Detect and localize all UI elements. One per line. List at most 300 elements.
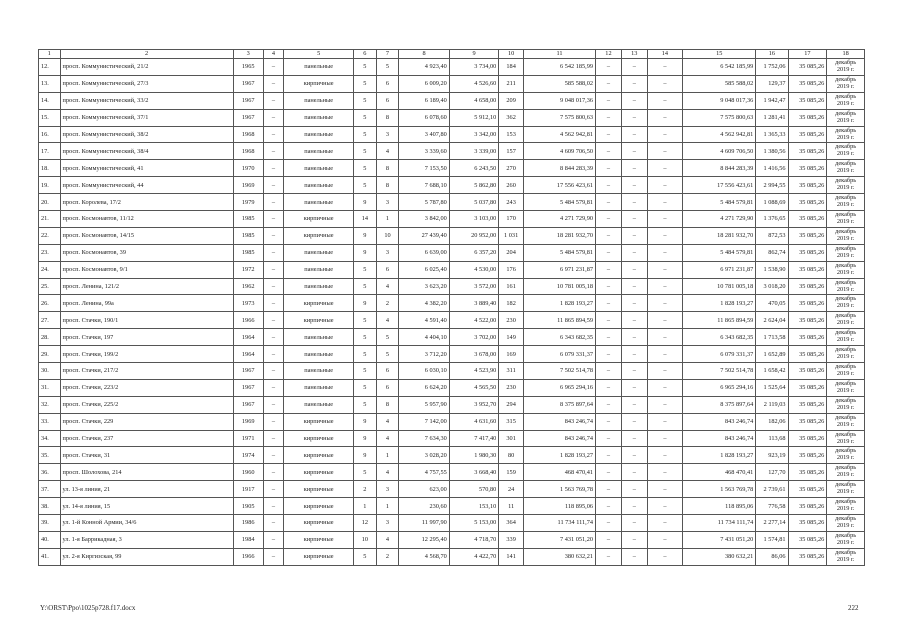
- table-cell: 10: [354, 531, 377, 548]
- table-cell: 5: [354, 379, 377, 396]
- table-cell: –: [263, 363, 283, 380]
- table-row: [39, 363, 865, 380]
- table-cell: 8: [376, 109, 399, 126]
- table-cell: –: [647, 244, 682, 261]
- table-cell: –: [621, 160, 647, 177]
- table-cell: 1960: [233, 464, 263, 481]
- table-cell: декабрь 2019 г.: [827, 227, 865, 244]
- table-cell: –: [647, 379, 682, 396]
- table-cell: –: [263, 278, 283, 295]
- table-cell: –: [263, 75, 283, 92]
- table-cell: 4: [376, 413, 399, 430]
- table-row: [39, 396, 865, 413]
- table-cell: –: [263, 261, 283, 278]
- table-cell: –: [263, 447, 283, 464]
- table-row: [39, 177, 865, 194]
- table-cell: 8 375 897,64: [683, 396, 756, 413]
- table-cell: 1967: [233, 92, 263, 109]
- table-cell: 35 085,26: [788, 59, 827, 76]
- table-cell: 4 609 706,50: [524, 143, 596, 160]
- table-cell: 3 734,00: [449, 59, 498, 76]
- table-cell: –: [621, 430, 647, 447]
- table-cell: 5 862,80: [449, 177, 498, 194]
- table-cell: 13.: [39, 75, 61, 92]
- table-cell: 10 781 005,18: [524, 278, 596, 295]
- table-cell: 362: [499, 109, 524, 126]
- table-cell: 38.: [39, 498, 61, 515]
- table-cell: 4 382,20: [399, 295, 450, 312]
- table-cell: 4: [376, 464, 399, 481]
- table-cell: 7 417,40: [449, 430, 498, 447]
- address-cell: просп. Стачки, 199/2: [60, 346, 233, 363]
- table-cell: –: [647, 227, 682, 244]
- table-cell: 8: [376, 160, 399, 177]
- table-cell: –: [596, 379, 622, 396]
- table-cell: 5 957,90: [399, 396, 450, 413]
- table-cell: –: [596, 194, 622, 211]
- table-cell: –: [621, 278, 647, 295]
- address-cell: ул. 14-я линия, 15: [60, 498, 233, 515]
- table-cell: 35 085,26: [788, 481, 827, 498]
- table-cell: –: [596, 515, 622, 532]
- table-cell: –: [596, 59, 622, 76]
- table-cell: панельные: [284, 92, 354, 109]
- table-cell: –: [647, 363, 682, 380]
- table-cell: 1964: [233, 329, 263, 346]
- table-cell: –: [647, 481, 682, 498]
- table-cell: 1 942,47: [756, 92, 788, 109]
- table-cell: 7 575 800,63: [683, 109, 756, 126]
- address-cell: просп. Космонавтов, 11/12: [60, 211, 233, 228]
- table-cell: –: [647, 548, 682, 565]
- table-cell: 843 246,74: [524, 413, 596, 430]
- table-cell: –: [596, 160, 622, 177]
- table-cell: 1970: [233, 160, 263, 177]
- table-cell: 6 189,40: [399, 92, 450, 109]
- table-cell: панельные: [284, 244, 354, 261]
- table-cell: 1 752,06: [756, 59, 788, 76]
- column-number-cell: 2: [60, 50, 233, 59]
- table-cell: 35 085,26: [788, 160, 827, 177]
- table-cell: –: [647, 498, 682, 515]
- table-cell: –: [621, 75, 647, 92]
- table-cell: декабрь 2019 г.: [827, 92, 865, 109]
- table-cell: 5: [354, 396, 377, 413]
- table-cell: декабрь 2019 г.: [827, 75, 865, 92]
- table-cell: –: [263, 548, 283, 565]
- table-cell: 1 031: [499, 227, 524, 244]
- table-cell: 27.: [39, 312, 61, 329]
- table-cell: 9: [354, 413, 377, 430]
- table-cell: 1985: [233, 211, 263, 228]
- table-cell: 5 153,00: [449, 515, 498, 532]
- table-cell: 3 842,00: [399, 211, 450, 228]
- table-cell: 5 484 579,81: [524, 244, 596, 261]
- table-row: [39, 498, 865, 515]
- table-cell: 9: [354, 430, 377, 447]
- address-cell: просп. Коммунистический, 44: [60, 177, 233, 194]
- table-cell: 4: [376, 430, 399, 447]
- table-cell: 1 281,41: [756, 109, 788, 126]
- table-cell: –: [621, 177, 647, 194]
- table-cell: 6 542 185,99: [683, 59, 756, 76]
- table-cell: 3 678,00: [449, 346, 498, 363]
- table-cell: кирпичные: [284, 531, 354, 548]
- table-row: [39, 59, 865, 76]
- table-cell: –: [621, 379, 647, 396]
- table-cell: 1 574,81: [756, 531, 788, 548]
- table-cell: 31.: [39, 379, 61, 396]
- table-cell: 468 470,41: [683, 464, 756, 481]
- table-cell: 4: [376, 278, 399, 295]
- table-cell: –: [621, 109, 647, 126]
- column-number-cell: 15: [683, 50, 756, 59]
- table-cell: 35 085,26: [788, 548, 827, 565]
- table-cell: 5: [354, 160, 377, 177]
- table-cell: 15.: [39, 109, 61, 126]
- table-cell: 1 713,58: [756, 329, 788, 346]
- table-cell: 1: [376, 447, 399, 464]
- table-cell: –: [596, 346, 622, 363]
- table-cell: –: [647, 261, 682, 278]
- table-cell: 1974: [233, 447, 263, 464]
- table-cell: 6 079 331,37: [524, 346, 596, 363]
- column-number-cell: 4: [263, 50, 283, 59]
- table-cell: 12 295,40: [399, 531, 450, 548]
- table-cell: –: [647, 177, 682, 194]
- table-cell: 6: [376, 363, 399, 380]
- table-cell: панельные: [284, 126, 354, 143]
- table-cell: 311: [499, 363, 524, 380]
- table-cell: панельные: [284, 261, 354, 278]
- table-row: [39, 413, 865, 430]
- table-cell: 570,80: [449, 481, 498, 498]
- table-cell: 585 588,02: [524, 75, 596, 92]
- table-cell: 35 085,26: [788, 177, 827, 194]
- table-cell: 6: [376, 379, 399, 396]
- table-cell: –: [263, 430, 283, 447]
- table-cell: 35 085,26: [788, 447, 827, 464]
- table-cell: 18 281 932,70: [524, 227, 596, 244]
- address-cell: ул. 2-я Киргизская, 99: [60, 548, 233, 565]
- table-cell: 1966: [233, 312, 263, 329]
- table-cell: 1968: [233, 126, 263, 143]
- table-cell: 3 028,20: [399, 447, 450, 464]
- table-cell: 4 591,40: [399, 312, 450, 329]
- table-cell: 1 828 193,27: [683, 447, 756, 464]
- table-cell: 7 431 051,20: [524, 531, 596, 548]
- table-cell: декабрь 2019 г.: [827, 295, 865, 312]
- table-cell: 1969: [233, 177, 263, 194]
- table-cell: 380 632,21: [524, 548, 596, 565]
- column-number-cell: 1: [39, 50, 61, 59]
- table-cell: 24: [499, 481, 524, 498]
- table-cell: 364: [499, 515, 524, 532]
- table-cell: 7 575 800,63: [524, 109, 596, 126]
- table-cell: 4 562 942,81: [683, 126, 756, 143]
- table-cell: 4 522,00: [449, 312, 498, 329]
- table-cell: 35 085,26: [788, 261, 827, 278]
- table-cell: –: [647, 430, 682, 447]
- table-cell: панельные: [284, 177, 354, 194]
- table-row: [39, 447, 865, 464]
- table-cell: 6 542 185,99: [524, 59, 596, 76]
- table-cell: декабрь 2019 г.: [827, 109, 865, 126]
- column-number-cell: 14: [647, 50, 682, 59]
- table-cell: 35 085,26: [788, 109, 827, 126]
- table-row: [39, 430, 865, 447]
- table-row: [39, 464, 865, 481]
- table-cell: 3 668,40: [449, 464, 498, 481]
- table-cell: 1 365,33: [756, 126, 788, 143]
- table-cell: 5 484 579,81: [524, 194, 596, 211]
- table-row: [39, 329, 865, 346]
- table-cell: 2: [376, 295, 399, 312]
- table-cell: 6 078,60: [399, 109, 450, 126]
- table-cell: 29.: [39, 346, 61, 363]
- table-cell: 1984: [233, 531, 263, 548]
- table-cell: –: [596, 126, 622, 143]
- table-cell: –: [263, 464, 283, 481]
- table-cell: 184: [499, 59, 524, 76]
- table-cell: –: [647, 75, 682, 92]
- table-cell: 11 997,90: [399, 515, 450, 532]
- table-cell: 3 339,00: [449, 143, 498, 160]
- table-cell: –: [621, 295, 647, 312]
- table-cell: декабрь 2019 г.: [827, 59, 865, 76]
- table-row: [39, 481, 865, 498]
- table-cell: 5: [354, 312, 377, 329]
- column-number-cell: 16: [756, 50, 788, 59]
- table-cell: 3 018,20: [756, 278, 788, 295]
- table-cell: –: [596, 211, 622, 228]
- table-cell: 1967: [233, 75, 263, 92]
- table-cell: 776,58: [756, 498, 788, 515]
- table-cell: –: [263, 244, 283, 261]
- table-cell: панельные: [284, 329, 354, 346]
- table-cell: –: [621, 126, 647, 143]
- table-cell: –: [621, 498, 647, 515]
- address-cell: просп. Космонавтов, 39: [60, 244, 233, 261]
- table-cell: 243: [499, 194, 524, 211]
- table-cell: декабрь 2019 г.: [827, 278, 865, 295]
- table-cell: –: [263, 498, 283, 515]
- table-cell: 1 416,56: [756, 160, 788, 177]
- address-cell: просп. Коммунистический, 27/3: [60, 75, 233, 92]
- table-cell: 1979: [233, 194, 263, 211]
- table-cell: 923,19: [756, 447, 788, 464]
- table-cell: 4 271 729,90: [524, 211, 596, 228]
- table-cell: 5: [354, 329, 377, 346]
- table-cell: 6: [376, 75, 399, 92]
- table-cell: –: [263, 59, 283, 76]
- table-cell: 5: [354, 143, 377, 160]
- table-cell: панельные: [284, 379, 354, 396]
- table-cell: панельные: [284, 109, 354, 126]
- table-cell: декабрь 2019 г.: [827, 143, 865, 160]
- table-cell: 4 565,50: [449, 379, 498, 396]
- table-cell: 16.: [39, 126, 61, 143]
- table-cell: декабрь 2019 г.: [827, 531, 865, 548]
- table-cell: 17 556 423,61: [524, 177, 596, 194]
- table-cell: 149: [499, 329, 524, 346]
- table-cell: 1 658,42: [756, 363, 788, 380]
- table-cell: кирпичные: [284, 295, 354, 312]
- table-cell: 5 484 579,81: [683, 194, 756, 211]
- table-cell: 1986: [233, 515, 263, 532]
- table-cell: –: [596, 92, 622, 109]
- table-cell: 9: [354, 447, 377, 464]
- table-cell: 33.: [39, 413, 61, 430]
- table-cell: –: [621, 464, 647, 481]
- table-cell: 843 246,74: [524, 430, 596, 447]
- table-cell: панельные: [284, 143, 354, 160]
- table-cell: –: [263, 92, 283, 109]
- table-cell: 11 865 894,59: [524, 312, 596, 329]
- table-cell: 40.: [39, 531, 61, 548]
- table-cell: кирпичные: [284, 464, 354, 481]
- table-cell: 4 609 706,50: [683, 143, 756, 160]
- table-cell: 3 339,60: [399, 143, 450, 160]
- table-row: [39, 244, 865, 261]
- table-cell: декабрь 2019 г.: [827, 261, 865, 278]
- table-cell: 35 085,26: [788, 413, 827, 430]
- table-cell: кирпичные: [284, 481, 354, 498]
- table-cell: –: [596, 396, 622, 413]
- table-cell: 4 523,90: [449, 363, 498, 380]
- table-cell: –: [263, 295, 283, 312]
- table-cell: 28.: [39, 329, 61, 346]
- table-cell: 270: [499, 160, 524, 177]
- table-cell: 1973: [233, 295, 263, 312]
- table-cell: 4 718,70: [449, 531, 498, 548]
- table-cell: 294: [499, 396, 524, 413]
- table-cell: 25.: [39, 278, 61, 295]
- table-row: [39, 278, 865, 295]
- table-cell: 6 343 682,35: [683, 329, 756, 346]
- table-cell: 35 085,26: [788, 379, 827, 396]
- table-cell: 1 376,65: [756, 211, 788, 228]
- table-row: [39, 548, 865, 565]
- table-cell: –: [647, 312, 682, 329]
- table-cell: –: [596, 363, 622, 380]
- table-cell: 27 439,40: [399, 227, 450, 244]
- table-cell: кирпичные: [284, 548, 354, 565]
- address-cell: просп. Стачки, 237: [60, 430, 233, 447]
- table-cell: 4 404,10: [399, 329, 450, 346]
- table-cell: 4: [376, 531, 399, 548]
- table-cell: –: [596, 109, 622, 126]
- table-cell: декабрь 2019 г.: [827, 177, 865, 194]
- table-cell: –: [263, 481, 283, 498]
- table-row: [39, 143, 865, 160]
- table-cell: 18 281 932,70: [683, 227, 756, 244]
- table-row: [39, 227, 865, 244]
- table-cell: 1969: [233, 413, 263, 430]
- table-cell: –: [596, 531, 622, 548]
- table-cell: 35 085,26: [788, 227, 827, 244]
- table-cell: 5 787,80: [399, 194, 450, 211]
- column-number-cell: 13: [621, 50, 647, 59]
- table-cell: 157: [499, 143, 524, 160]
- table-cell: –: [596, 498, 622, 515]
- table-cell: 8 375 897,64: [524, 396, 596, 413]
- table-cell: 5: [354, 278, 377, 295]
- table-cell: 2 277,14: [756, 515, 788, 532]
- table-cell: 182,06: [756, 413, 788, 430]
- table-cell: –: [621, 396, 647, 413]
- table-cell: 6 971 231,87: [683, 261, 756, 278]
- table-cell: 118 895,06: [683, 498, 756, 515]
- table-cell: –: [621, 531, 647, 548]
- table-cell: 6 243,50: [449, 160, 498, 177]
- address-cell: просп. Коммунистический, 21/2: [60, 59, 233, 76]
- table-cell: 4: [376, 312, 399, 329]
- table-cell: 6 965 294,16: [683, 379, 756, 396]
- table-cell: 1985: [233, 244, 263, 261]
- table-cell: 9: [354, 244, 377, 261]
- table-cell: 1972: [233, 261, 263, 278]
- table-cell: декабрь 2019 г.: [827, 464, 865, 481]
- table-cell: кирпичные: [284, 312, 354, 329]
- table-cell: 1: [376, 498, 399, 515]
- table-cell: 3: [376, 244, 399, 261]
- table-cell: 8: [376, 396, 399, 413]
- table-cell: 1905: [233, 498, 263, 515]
- address-cell: просп. Ленина, 121/2: [60, 278, 233, 295]
- table-cell: 6: [376, 92, 399, 109]
- address-cell: просп. Коммунистический, 37/1: [60, 109, 233, 126]
- table-cell: 1971: [233, 430, 263, 447]
- table-cell: 1 652,89: [756, 346, 788, 363]
- table-row: [39, 346, 865, 363]
- table-cell: 3 702,00: [449, 329, 498, 346]
- table-cell: 20 952,00: [449, 227, 498, 244]
- table-cell: –: [263, 329, 283, 346]
- table-cell: 1 525,64: [756, 379, 788, 396]
- table-cell: 39.: [39, 515, 61, 532]
- table-cell: 3 712,20: [399, 346, 450, 363]
- table-cell: 5: [376, 329, 399, 346]
- table-cell: 3 407,80: [399, 126, 450, 143]
- table-cell: 5: [354, 177, 377, 194]
- table-cell: 34.: [39, 430, 61, 447]
- table-cell: –: [596, 227, 622, 244]
- column-number-cell: 8: [399, 50, 450, 59]
- table-cell: –: [263, 346, 283, 363]
- table-cell: –: [621, 481, 647, 498]
- table-row: [39, 295, 865, 312]
- table-cell: 468 470,41: [524, 464, 596, 481]
- column-number-cell: 10: [499, 50, 524, 59]
- table-cell: 8: [376, 177, 399, 194]
- table-cell: панельные: [284, 59, 354, 76]
- table-cell: 18.: [39, 160, 61, 177]
- table-cell: –: [621, 261, 647, 278]
- table-cell: –: [596, 177, 622, 194]
- table-cell: –: [647, 464, 682, 481]
- table-cell: –: [263, 126, 283, 143]
- column-number-cell: 7: [376, 50, 399, 59]
- address-cell: просп. Коммунистический, 33/2: [60, 92, 233, 109]
- table-cell: –: [263, 413, 283, 430]
- address-cell: просп. Стачки, 229: [60, 413, 233, 430]
- table-row: [39, 211, 865, 228]
- table-cell: 623,00: [399, 481, 450, 498]
- table-cell: 7 502 514,78: [524, 363, 596, 380]
- table-cell: –: [621, 227, 647, 244]
- table-cell: 5: [354, 92, 377, 109]
